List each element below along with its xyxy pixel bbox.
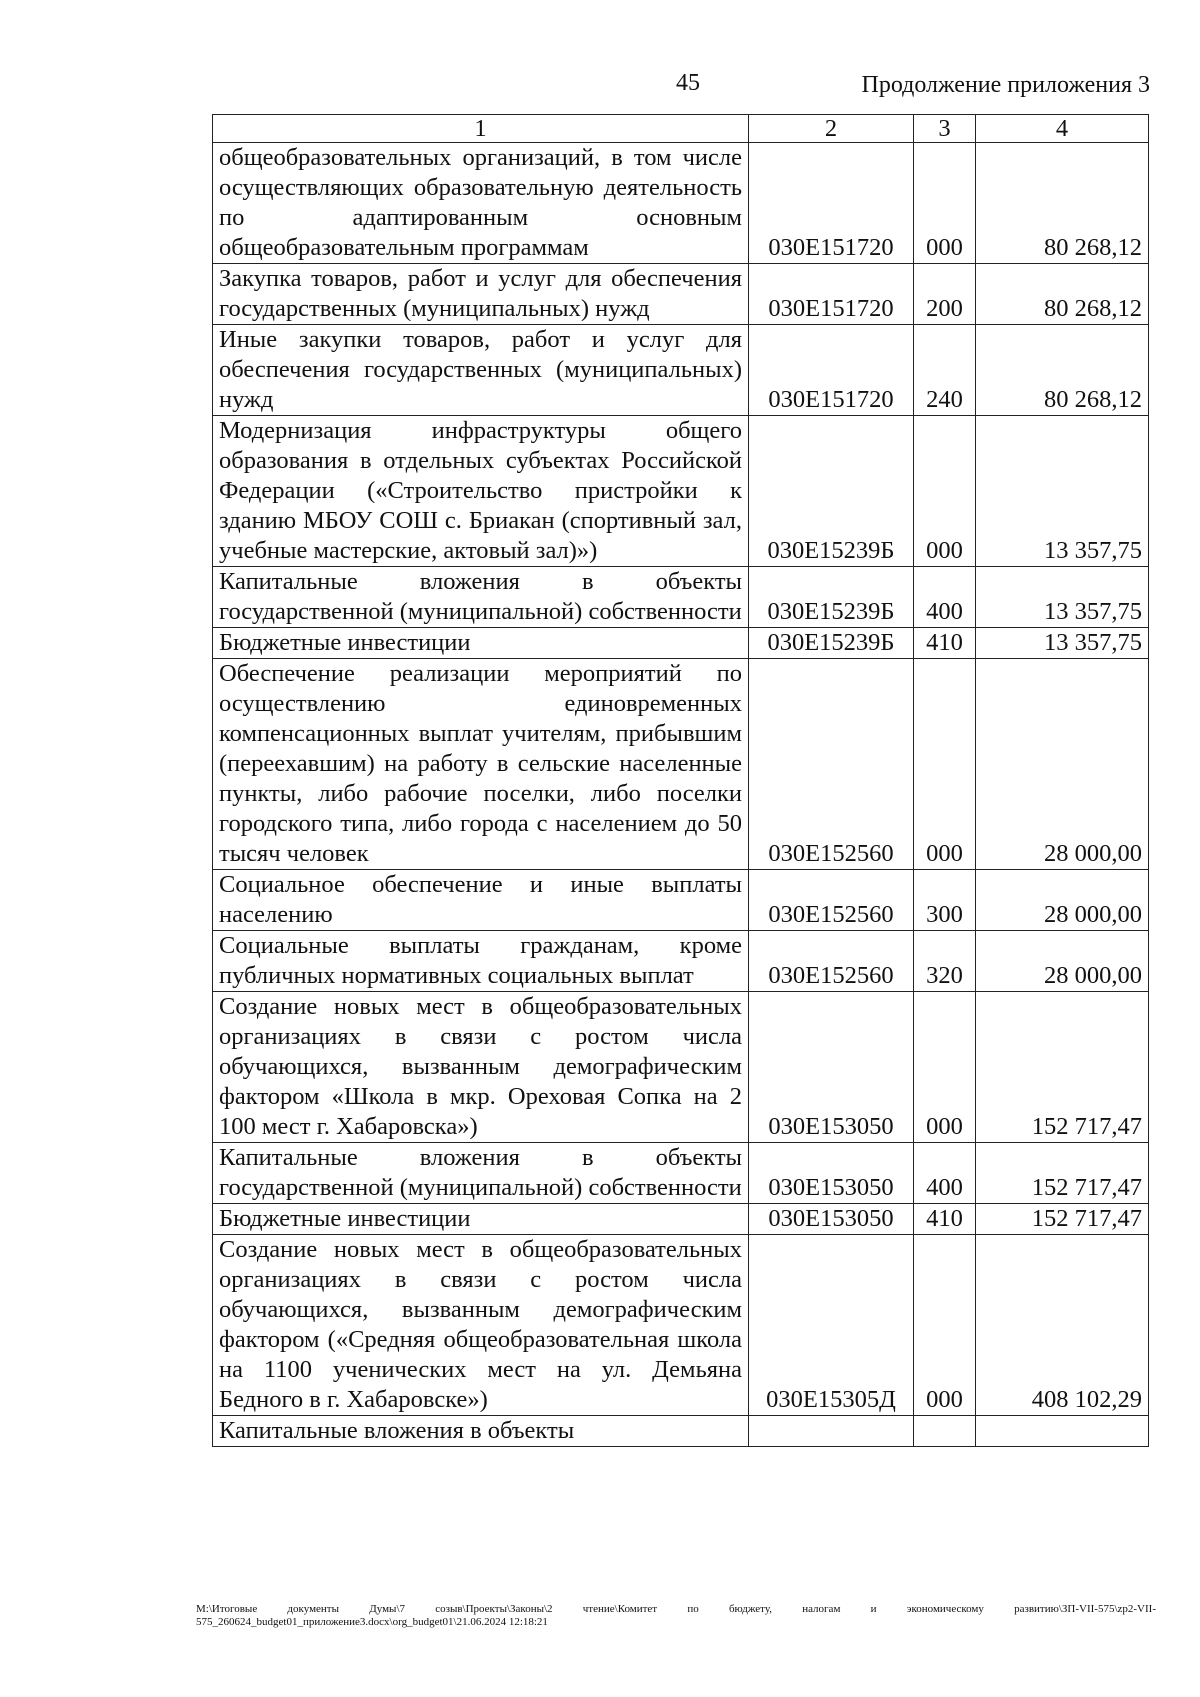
row-expense-kind: 400 (914, 1143, 976, 1204)
row-amount: 28 000,00 (976, 659, 1149, 870)
row-expense-kind: 000 (914, 1235, 976, 1416)
row-expense-kind: 240 (914, 325, 976, 416)
row-expense-kind: 000 (914, 659, 976, 870)
table-row (213, 870, 1149, 931)
row-description: общеобразовательных организаций, в том числе осуществляющих образовательную деятельность по адаптированным основным общеобразовательным программам (213, 143, 749, 264)
row-target-code: 030E151720 (749, 264, 914, 325)
row-target-code: 030E15239Б (749, 628, 914, 659)
table-row (213, 1143, 1149, 1204)
row-expense-kind: 000 (914, 416, 976, 567)
row-description: Иные закупки товаров, работ и услуг для обеспечения государственных (муниципальных) нужд (213, 325, 749, 416)
document-file-path: М:\Итоговые документы Думы\7 созыв\Проекты\Законы\2 чтение\Комитет по бюджету, налогам и экономическому развитию\ЗП-VII-575\zp2-VII-575_260624_budget01_приложение3.docx\org_budget01\21.06.2024 12:18:21 (196, 1603, 1156, 1628)
budget-table (212, 114, 1149, 1447)
column-header-2: 2 (749, 115, 914, 143)
row-amount: 152 717,47 (976, 1143, 1149, 1204)
row-target-code: 030E152560 (749, 870, 914, 931)
row-amount: 13 357,75 (976, 416, 1149, 567)
row-target-code: 030E152560 (749, 659, 914, 870)
row-amount: 152 717,47 (976, 1204, 1149, 1235)
table-row (213, 659, 1149, 870)
row-amount (976, 1416, 1149, 1447)
row-target-code: 030E153050 (749, 1204, 914, 1235)
row-amount: 28 000,00 (976, 931, 1149, 992)
row-target-code: 030E15305Д (749, 1235, 914, 1416)
row-amount: 80 268,12 (976, 143, 1149, 264)
row-expense-kind (914, 1416, 976, 1447)
row-expense-kind: 200 (914, 264, 976, 325)
table-row (213, 416, 1149, 567)
row-target-code: 030E15239Б (749, 416, 914, 567)
row-target-code: 030E152560 (749, 931, 914, 992)
row-expense-kind: 400 (914, 567, 976, 628)
row-amount: 152 717,47 (976, 992, 1149, 1143)
table-row (213, 992, 1149, 1143)
table-row (213, 264, 1149, 325)
row-expense-kind: 300 (914, 870, 976, 931)
row-description: Обеспечение реализации мероприятий по осуществлению единовременных компенсационных выплат учителям, прибывшим (переехавшим) на работу в сельские населенные пункты, либо рабочие поселки, либо поселки городского типа, либо города с населением до 50 тысяч человек (213, 659, 749, 870)
row-amount: 13 357,75 (976, 567, 1149, 628)
row-amount: 80 268,12 (976, 325, 1149, 416)
table-row (213, 143, 1149, 264)
row-description: Бюджетные инвестиции (213, 1204, 749, 1235)
row-description: Социальное обеспечение и иные выплаты населению (213, 870, 749, 931)
page-number: 45 (676, 70, 700, 96)
row-target-code: 030E153050 (749, 1143, 914, 1204)
table-row (213, 567, 1149, 628)
row-description: Капитальные вложения в объекты государственной (муниципальной) собственности (213, 567, 749, 628)
row-target-code: 030E153050 (749, 992, 914, 1143)
row-expense-kind: 410 (914, 1204, 976, 1235)
row-description: Капитальные вложения в объекты (213, 1416, 749, 1447)
row-amount: 80 268,12 (976, 264, 1149, 325)
table-row (213, 931, 1149, 992)
row-amount: 13 357,75 (976, 628, 1149, 659)
row-target-code: 030E151720 (749, 143, 914, 264)
row-target-code: 030E151720 (749, 325, 914, 416)
table-row (213, 1416, 1149, 1447)
row-description: Модернизация инфраструктуры общего образования в отдельных субъектах Российской Федерации («Строительство пристройки к зданию МБОУ СОШ с. Бриакан (спортивный зал, учебные мастерские, актовый зал)») (213, 416, 749, 567)
row-description: Социальные выплаты гражданам, кроме публичных нормативных социальных выплат (213, 931, 749, 992)
row-description: Капитальные вложения в объекты государственной (муниципальной) собственности (213, 1143, 749, 1204)
appendix-continuation-label: Продолжение приложения 3 (861, 72, 1150, 98)
column-header-1: 1 (213, 115, 749, 143)
row-expense-kind: 410 (914, 628, 976, 659)
table-row (213, 325, 1149, 416)
table-row (213, 1204, 1149, 1235)
row-expense-kind: 000 (914, 992, 976, 1143)
row-description: Создание новых мест в общеобразовательных организациях в связи с ростом числа обучающихся, вызванным демографическим фактором («Средняя общеобразовательная школа на 1100 ученических мест на ул. Демьяна Бедного в г. Хабаровске») (213, 1235, 749, 1416)
column-number-row (213, 115, 1149, 143)
table-row (213, 628, 1149, 659)
row-description: Создание новых мест в общеобразовательных организациях в связи с ростом числа обучающихся, вызванным демографическим фактором «Школа в мкр. Ореховая Сопка на 2 100 мест г. Хабаровска») (213, 992, 749, 1143)
row-amount: 408 102,29 (976, 1235, 1149, 1416)
row-target-code: 030E15239Б (749, 567, 914, 628)
table-row (213, 1235, 1149, 1416)
row-description: Закупка товаров, работ и услуг для обеспечения государственных (муниципальных) нужд (213, 264, 749, 325)
column-header-4: 4 (976, 115, 1149, 143)
row-amount: 28 000,00 (976, 870, 1149, 931)
column-header-3: 3 (914, 115, 976, 143)
row-target-code (749, 1416, 914, 1447)
row-expense-kind: 000 (914, 143, 976, 264)
row-description: Бюджетные инвестиции (213, 628, 749, 659)
row-expense-kind: 320 (914, 931, 976, 992)
